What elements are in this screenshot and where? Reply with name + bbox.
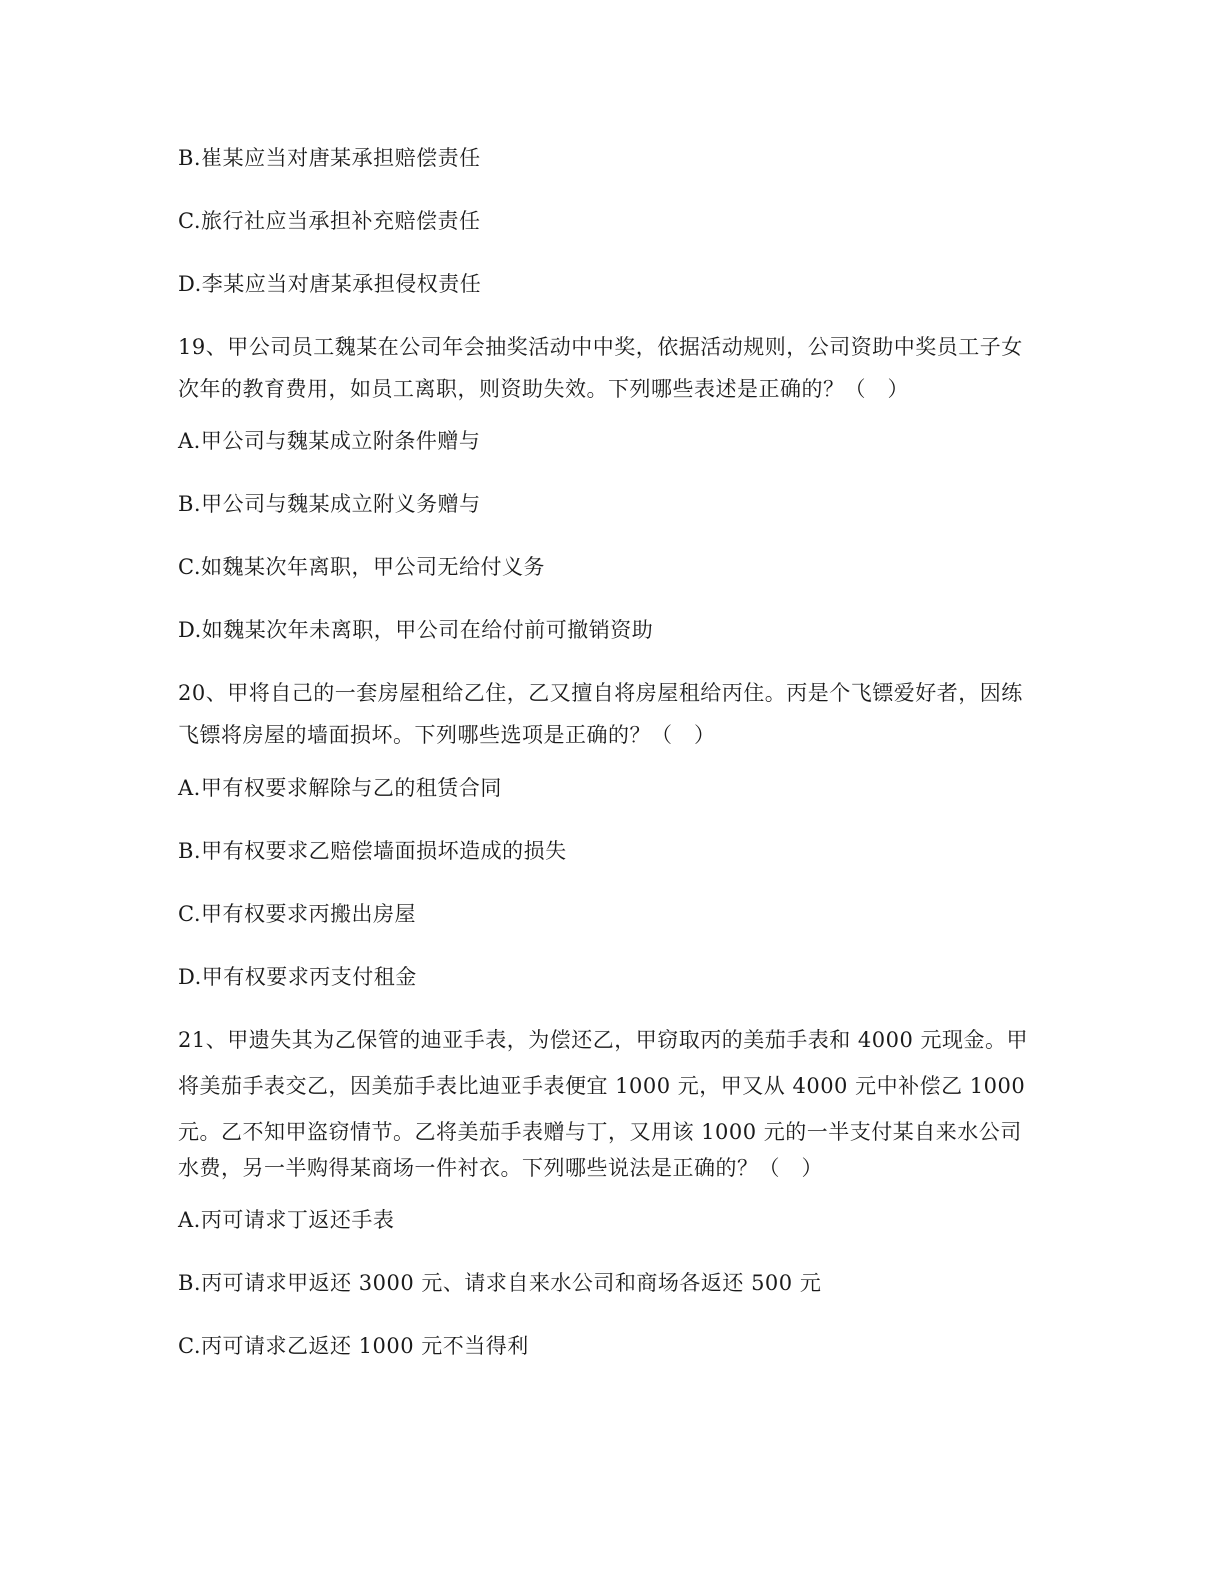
q18-option-d: D.李某应当对唐某承担侵权责任 [178, 272, 482, 296]
q21-option-a: A.丙可请求丁返还手表 [178, 1208, 395, 1232]
q20-stem-line-1: 20、甲将自己的一套房屋租给乙住，乙又擅自将房屋租给丙住。丙是个飞镖爱好者，因练 [178, 681, 1023, 705]
q21-option-b: B.丙可请求甲返还 3000 元、请求自来水公司和商场各返还 500 元 [178, 1271, 822, 1295]
q19-option-a: A.甲公司与魏某成立附条件赠与 [178, 429, 481, 453]
q21-stem-line-4: 水费，另一半购得某商场一件衬衣。下列哪些说法是正确的？（ ） [178, 1156, 823, 1180]
q19-option-d: D.如魏某次年未离职，甲公司在给付前可撤销资助 [178, 618, 654, 642]
q21-stem-line-1: 21、甲遗失其为乙保管的迪亚手表，为偿还乙，甲窃取丙的美茄手表和 4000 元现金。甲 [178, 1028, 1029, 1052]
q21-stem-line-3: 元。乙不知甲盗窃情节。乙将美茄手表赠与丁，又用该 1000 元的一半支付某自来水公司 [178, 1120, 1022, 1144]
q19-option-c: C.如魏某次年离职，甲公司无给付义务 [178, 555, 545, 579]
q20-option-d: D.甲有权要求丙支付租金 [178, 965, 417, 989]
q20-option-b: B.甲有权要求乙赔偿墙面损坏造成的损失 [178, 839, 567, 863]
q18-option-b: B.崔某应当对唐某承担赔偿责任 [178, 146, 481, 170]
q19-stem-line-2: 次年的教育费用，如员工离职，则资助失效。下列哪些表述是正确的？（ ） [178, 377, 909, 401]
q19-option-b: B.甲公司与魏某成立附义务赠与 [178, 492, 481, 516]
q21-option-c: C.丙可请求乙返还 1000 元不当得利 [178, 1334, 529, 1358]
q20-stem-line-2: 飞镖将房屋的墙面损坏。下列哪些选项是正确的？（ ） [178, 723, 716, 747]
q18-option-c: C.旅行社应当承担补充赔偿责任 [178, 209, 481, 233]
q20-option-c: C.甲有权要求丙搬出房屋 [178, 902, 416, 926]
q19-stem-line-1: 19、甲公司员工魏某在公司年会抽奖活动中中奖，依据活动规则，公司资助中奖员工子女 [178, 335, 1023, 359]
q20-option-a: A.甲有权要求解除与乙的租赁合同 [178, 776, 502, 800]
q21-stem-line-2: 将美茄手表交乙，因美茄手表比迪亚手表便宜 1000 元，甲又从 4000 元中补偿乙 1000 [178, 1074, 1026, 1098]
